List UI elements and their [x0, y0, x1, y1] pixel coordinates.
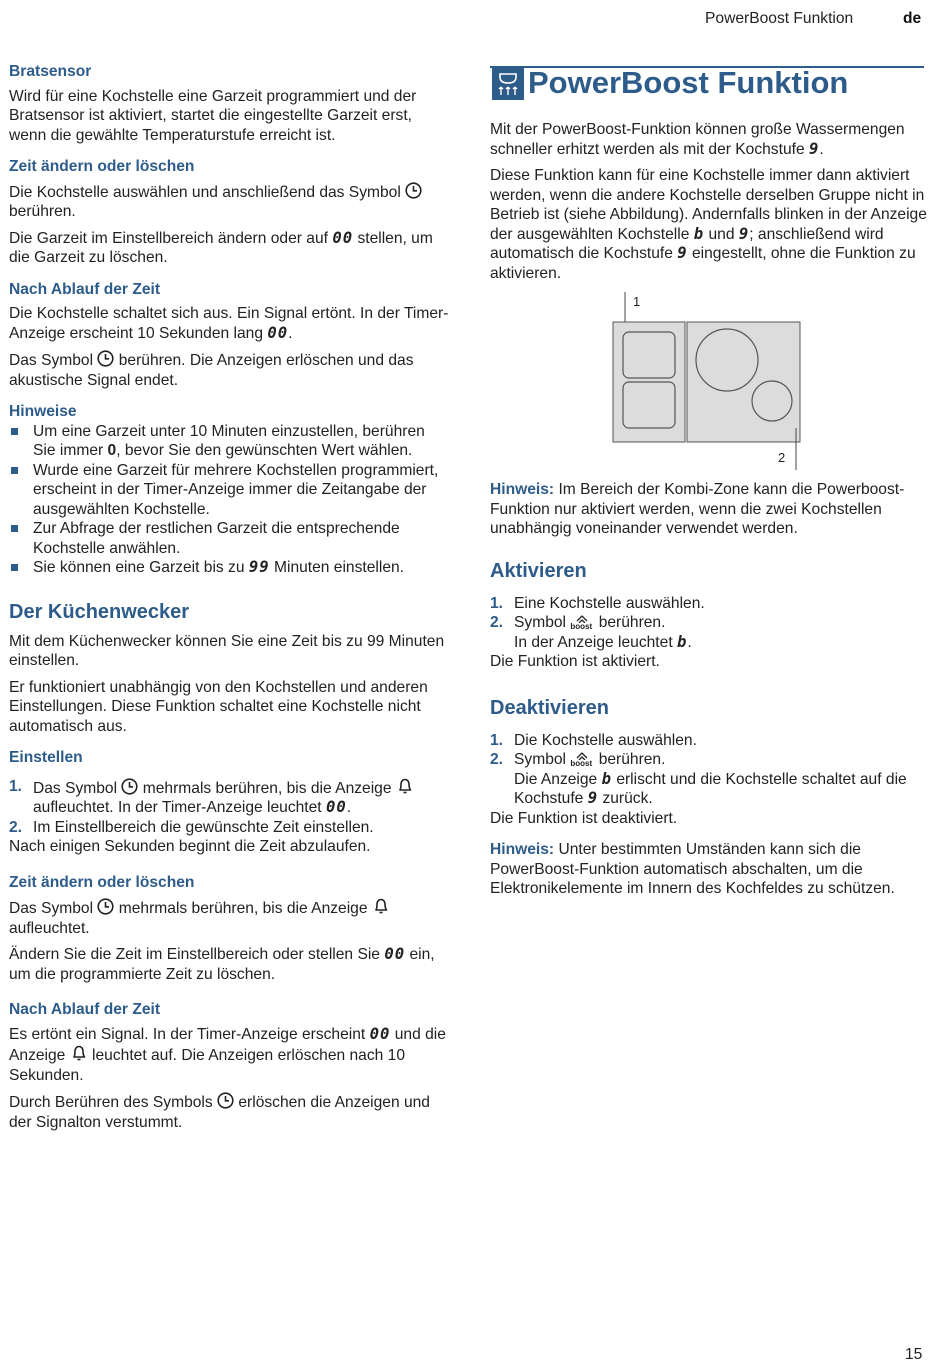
paragraph: Die Funktion ist deaktiviert. [490, 809, 678, 827]
list-item: 2. Symbol boost berühren. In der Anzeige leuchtet b. [490, 614, 692, 651]
page-number: 15 [905, 1346, 923, 1363]
display-digits: b [601, 769, 612, 788]
powerboost-icon [492, 68, 524, 100]
boost-icon: boost [570, 613, 594, 631]
chapter-title-block [490, 62, 930, 102]
cooktop-diagram [490, 290, 930, 478]
section-heading: Bratsensor [9, 63, 92, 80]
list-item: Sie können eine Garzeit bis zu 99 Minuten einstellen. [9, 558, 449, 578]
steps-list [9, 777, 449, 838]
display-digits: 00 [332, 228, 354, 247]
note-paragraph: Hinweis: Im Bereich der Kombi-Zone kann die Powerboost-Funktion nur aktiviert werden, wenn die zwei Kochstellen unabhängig voneinander verwendet werden. [490, 481, 905, 537]
display-digits: 9 [808, 139, 820, 158]
section-heading: Hinweise [9, 403, 77, 420]
list-item: 1. Eine Kochstelle auswählen. [490, 594, 705, 612]
section-heading: Zeit ändern oder löschen [9, 873, 195, 891]
notes-list [9, 422, 449, 578]
clock-icon [217, 1092, 234, 1109]
bell-icon [70, 1044, 88, 1062]
list-item: 1. Das Symbol mehrmals berühren, bis die Anzeige aufleuchtet. In der Timer-Anzeige leuchtet 00. [9, 777, 449, 818]
list-item: Wurde eine Garzeit für mehrere Kochstellen programmiert, erscheint in der Timer-Anzeige immer die Zeitangabe der ausgewählten Kochstelle. [9, 461, 449, 520]
clock-icon [121, 778, 138, 795]
display-digits: 9 [587, 789, 599, 807]
paragraph: Wird für eine Kochstelle eine Garzeit programmiert und der Bratsensor ist aktiviert, startet die eingestellte Garzeit erst, wenn die gewählte Temperaturstufe erreicht ist. [9, 87, 417, 144]
running-header-title: PowerBoost Funktion [705, 10, 854, 27]
paragraph: Es ertönt ein Signal. In der Timer-Anzeige erscheint 00 und die Anzeige leuchtet auf. Die Anzeigen erlöschen nach 10 Sekunden. [9, 1024, 446, 1084]
list-item: Zur Abfrage der restlichen Garzeit die entsprechende Kochstelle anwählen. [9, 519, 449, 558]
clock-icon [405, 182, 422, 199]
paragraph: Die Garzeit im Einstellbereich ändern oder auf 00 stellen, um die Garzeit zu löschen. [9, 228, 433, 266]
steps-list [490, 594, 930, 653]
note-paragraph: Hinweis: Unter bestimmten Umständen kann sich die PowerBoost-Funktion automatisch abschalten, um die Elektronikelemente im Innern des Kochfeldes zu schützen. [490, 841, 895, 897]
section-title: Aktivieren [490, 559, 587, 582]
paragraph: Die Funktion ist aktiviert. [490, 653, 660, 670]
bell-icon [396, 777, 414, 795]
paragraph: Ändern Sie die Zeit im Einstellbereich oder stellen Sie 00 ein, um die programmierte Zeit zu löschen. [9, 945, 435, 983]
cooktop-figure [490, 290, 930, 478]
paragraph: Diese Funktion kann für eine Kochstelle immer dann aktiviert werden, wenn die andere Kochstelle derselben Gruppe nicht in Betrieb ist (siehe Abbildung). Andernfalls blinken in der Anzeige der ausgewählten Kochstelle b und 9; anschließend wird automatisch die Kochstufe 9 eingestellt, ohne die Funktion zu aktivieren. [490, 167, 927, 282]
paragraph: Das Symbol mehrmals berühren, bis die Anzeige aufleuchtet. [9, 897, 449, 938]
clock-icon [97, 350, 114, 367]
bell-icon [372, 897, 390, 915]
section-heading: Nach Ablauf der Zeit [9, 280, 161, 298]
list-item: 2. Symbol boost berühren. Die Anzeige b erlischt und die Kochstelle schaltet auf die Kochstufe 9 zurück. [490, 751, 907, 807]
section-title: Deaktivieren [490, 696, 609, 719]
display-digits: b [677, 632, 688, 651]
paragraph: Das Symbol berühren. Die Anzeigen erlöschen und das akustische Signal endet. [9, 352, 414, 389]
list-item: 1. Die Kochstelle auswählen. [490, 731, 697, 749]
list-item: 2. Im Einstellbereich die gewünschte Zeit einstellen. [9, 818, 374, 836]
boost-icon: boost [570, 750, 594, 768]
list-item: Um eine Garzeit unter 10 Minuten einzustellen, berühren Sie immer 0, bevor Sie den gewünschten Wert wählen. [9, 422, 449, 461]
display-digits: 00 [369, 1024, 391, 1043]
display-digits: 9 [738, 224, 750, 243]
display-digits: 00 [267, 323, 289, 342]
section-heading: Einstellen [9, 749, 83, 766]
paragraph: Die Kochstelle auswählen und anschließend das Symbol berühren. [9, 182, 449, 222]
figure-label-1: 1 [633, 294, 641, 309]
clock-icon [97, 898, 114, 915]
language-tag: de [903, 10, 922, 27]
paragraph: Die Kochstelle schaltet sich aus. Ein Signal ertönt. In der Timer-Anzeige erscheint 10 Sekunden lang 00. [9, 305, 449, 342]
note-label: Hinweis: [490, 481, 555, 498]
section-heading: Zeit ändern oder löschen [9, 158, 195, 175]
chapter-title: PowerBoost Funktion [528, 65, 849, 100]
note-label: Hinweis: [490, 841, 555, 858]
paragraph: Durch Berühren des Symbols erlöschen die Anzeigen und der Signalton verstummt. [9, 1094, 430, 1131]
right-column [490, 62, 930, 906]
display-digits: 99 [248, 558, 270, 576]
figure-label-2: 2 [778, 450, 786, 465]
display-digits: 00 [384, 945, 406, 963]
paragraph: Mit der PowerBoost-Funktion können große Wassermengen schneller erhitzt werden als mit der Kochstufe 9. [490, 121, 905, 158]
paragraph: Er funktioniert unabhängig von den Kochstellen und anderen Einstellungen. Diese Funktion schaltet eine Kochstelle nicht automatisch aus. [9, 678, 428, 735]
paragraph: Nach einigen Sekunden beginnt die Zeit abzulaufen. [9, 838, 371, 855]
display-digits: 00 [326, 798, 347, 816]
display-digits: 9 [677, 244, 688, 262]
section-title: Der Küchenwecker [9, 600, 190, 623]
paragraph: Mit dem Küchenwecker können Sie eine Zeit bis zu 99 Minuten einstellen. [9, 632, 445, 669]
section-heading: Nach Ablauf der Zeit [9, 1001, 161, 1018]
steps-list [490, 731, 930, 809]
display-digits: b [693, 224, 705, 243]
left-column [9, 62, 449, 1139]
